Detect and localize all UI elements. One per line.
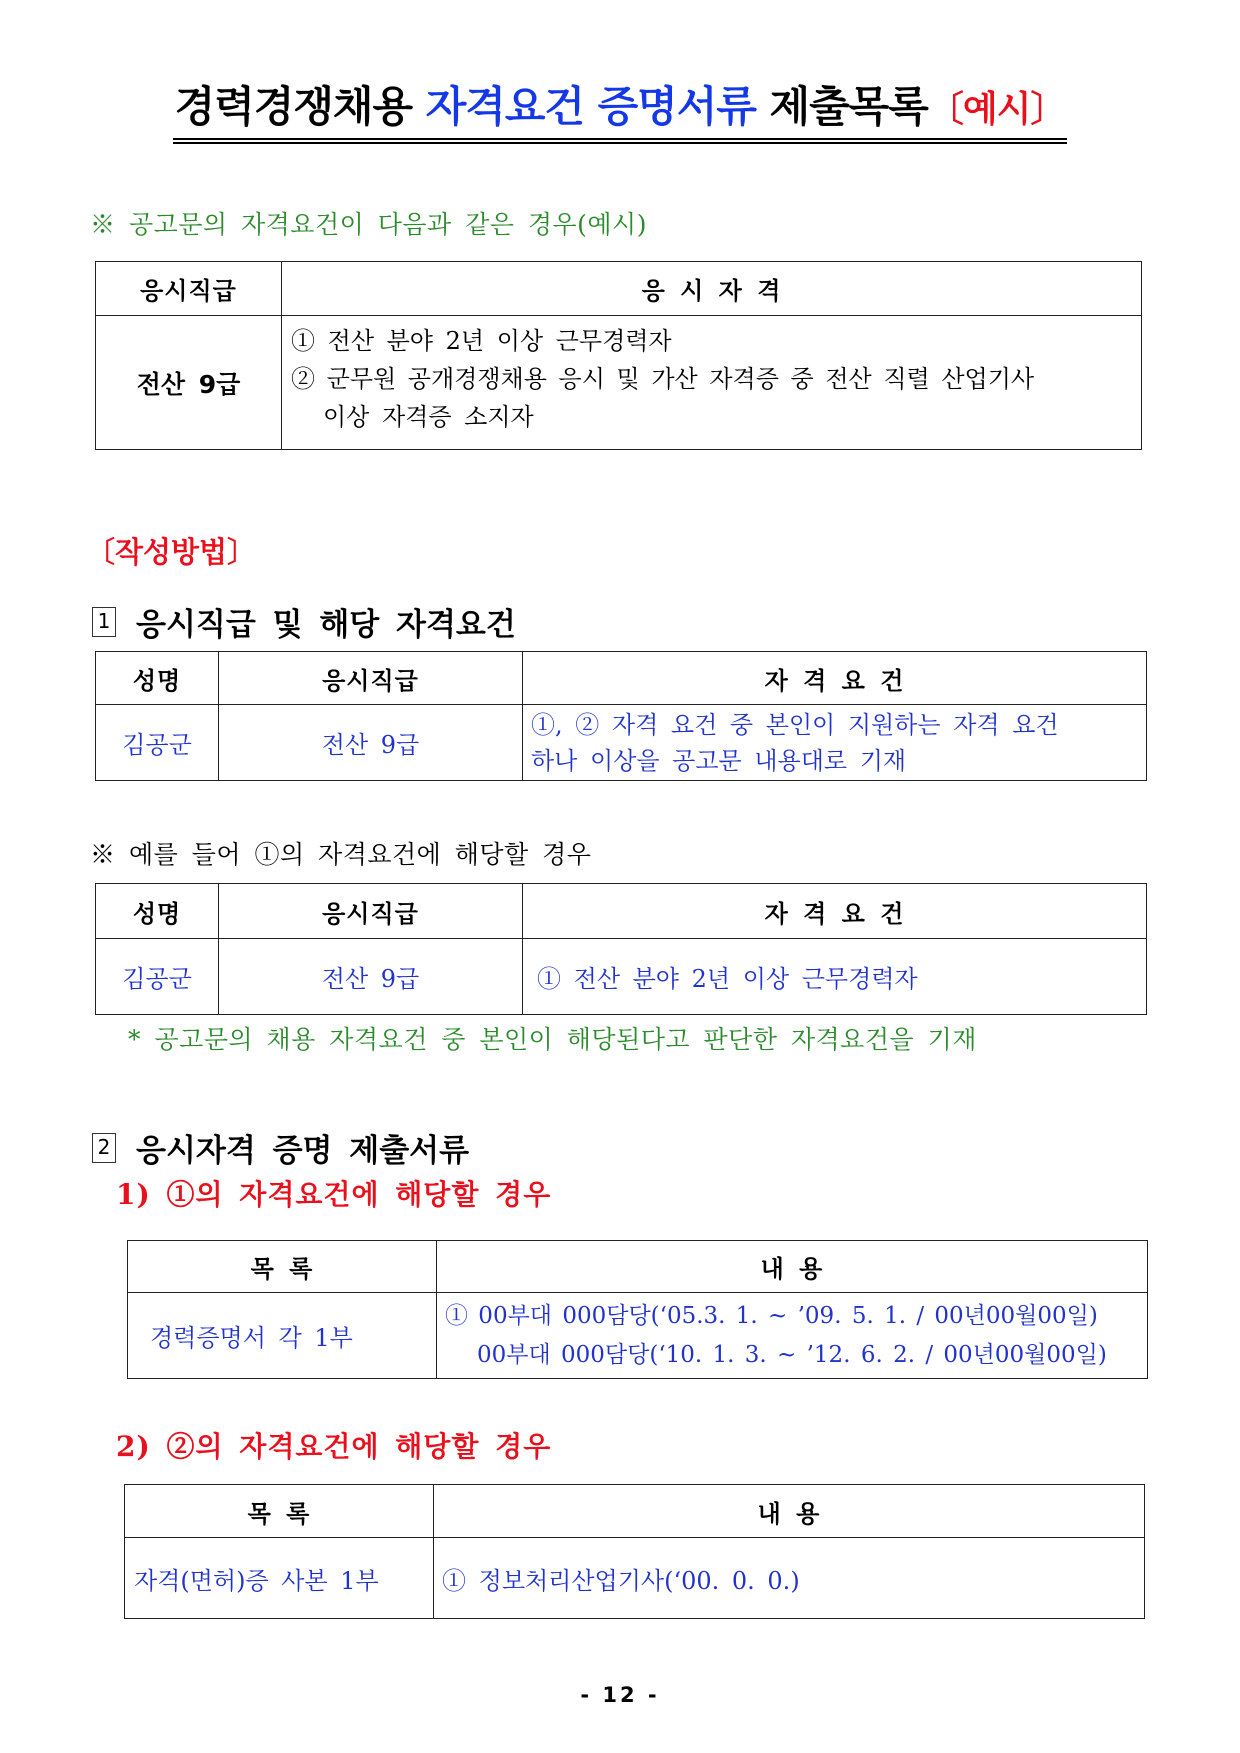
header-qualification: 자 격 요 건 <box>523 884 1147 939</box>
title-part-1: 경력경쟁채용 <box>174 82 426 131</box>
qualification-cell <box>282 316 1142 450</box>
qualification-line-3: 이상 자격증 소지자 <box>323 403 534 431</box>
header-list: 목 록 <box>128 1241 437 1293</box>
qualification-line-1: ①, ② 자격 요건 중 본인이 지원하는 자격 요건 <box>531 710 1059 739</box>
table-row <box>96 939 1147 1015</box>
content-line-2: 00부대 000담당(‘10. 1. 3. ~ ’12. 6. 2. / 00년00월00일) <box>477 1341 1107 1368</box>
title-part-2: 자격요건 증명서류 <box>425 82 756 131</box>
instruction-note: * 공고문의 채용 자격요건 중 본인이 해당된다고 판단한 자격요건을 기재 <box>128 1025 977 1054</box>
name-cell: 김공군 <box>96 939 219 1015</box>
header-name: 성명 <box>96 884 219 939</box>
example-applicant-table <box>95 883 1147 1015</box>
document-item-cell: 자격(면허)증 사본 1부 <box>125 1538 434 1619</box>
table-header-row <box>96 884 1147 939</box>
grade-cell: 전산 9급 <box>96 316 282 450</box>
example-note-2: ※ 예를 들어 ①의 자격요건에 해당할 경우 <box>90 840 592 869</box>
header-qualification: 자 격 요 건 <box>523 652 1147 705</box>
page-title <box>0 80 1240 144</box>
qualification-example-table <box>95 261 1142 450</box>
title-part-4: 〔예시〕 <box>927 89 1066 130</box>
header-name: 성명 <box>96 652 219 705</box>
section-title: 응시자격 증명 제출서류 <box>136 1133 470 1169</box>
table-row <box>125 1538 1145 1619</box>
table-header-row <box>125 1485 1145 1538</box>
table-row <box>128 1293 1148 1379</box>
section-1-heading <box>92 599 516 644</box>
case-1-label: 1) ①의 자격요건에 해당할 경우 <box>116 1178 552 1211</box>
section-title: 응시직급 및 해당 자격요건 <box>136 607 516 643</box>
qualification-line-1: ① 전산 분야 2년 이상 근무경력자 <box>291 327 672 355</box>
table-header-row <box>128 1241 1148 1293</box>
applicant-qualification-table <box>95 651 1147 781</box>
grade-cell: 전산 9급 <box>219 705 523 781</box>
method-label: 〔작성방법〕 <box>86 535 257 569</box>
qualification-line-2: 하나 이상을 공고문 내용대로 기재 <box>531 746 907 775</box>
title-part-3: 제출목록 <box>755 82 928 131</box>
page-number: - 12 - <box>580 1683 660 1707</box>
header-qualification: 응 시 자 격 <box>282 262 1142 316</box>
header-grade: 응시직급 <box>219 652 523 705</box>
section-number-box: 2 <box>92 1133 116 1163</box>
table-header-row <box>96 262 1142 316</box>
header-grade: 응시직급 <box>219 884 523 939</box>
grade-cell: 전산 9급 <box>219 939 523 1015</box>
document-content-cell: ① 정보처리산업기사(‘00. 0. 0.) <box>434 1538 1145 1619</box>
table-header-row <box>96 652 1147 705</box>
case-2-label: 2) ②의 자격요건에 해당할 경우 <box>116 1430 552 1463</box>
header-grade: 응시직급 <box>96 262 282 316</box>
case-2-documents-table <box>124 1484 1145 1619</box>
section-2-heading <box>92 1125 469 1170</box>
name-cell: 김공군 <box>96 705 219 781</box>
document-content-cell <box>437 1293 1148 1379</box>
page-title-text <box>173 80 1068 144</box>
case-1-documents-table <box>127 1240 1148 1379</box>
table-row <box>96 705 1147 781</box>
document-item-cell: 경력증명서 각 1부 <box>128 1293 437 1379</box>
header-list: 목 록 <box>125 1485 434 1538</box>
qualification-cell: ① 전산 분야 2년 이상 근무경력자 <box>523 939 1147 1015</box>
header-content: 내 용 <box>434 1485 1145 1538</box>
section-number-box: 1 <box>92 607 116 637</box>
example-note: ※ 공고문의 자격요건이 다음과 같은 경우(예시) <box>90 210 647 239</box>
qualification-line-2: ② 군무원 공개경쟁채용 응시 및 가산 자격증 중 전산 직렬 산업기사 <box>291 365 1035 393</box>
header-content: 내 용 <box>437 1241 1148 1293</box>
table-row <box>96 316 1142 450</box>
qualification-cell <box>523 705 1147 781</box>
content-line-1: ① 00부대 000담당(‘05.3. 1. ~ ’09. 5. 1. / 00년00월00일) <box>445 1302 1098 1329</box>
